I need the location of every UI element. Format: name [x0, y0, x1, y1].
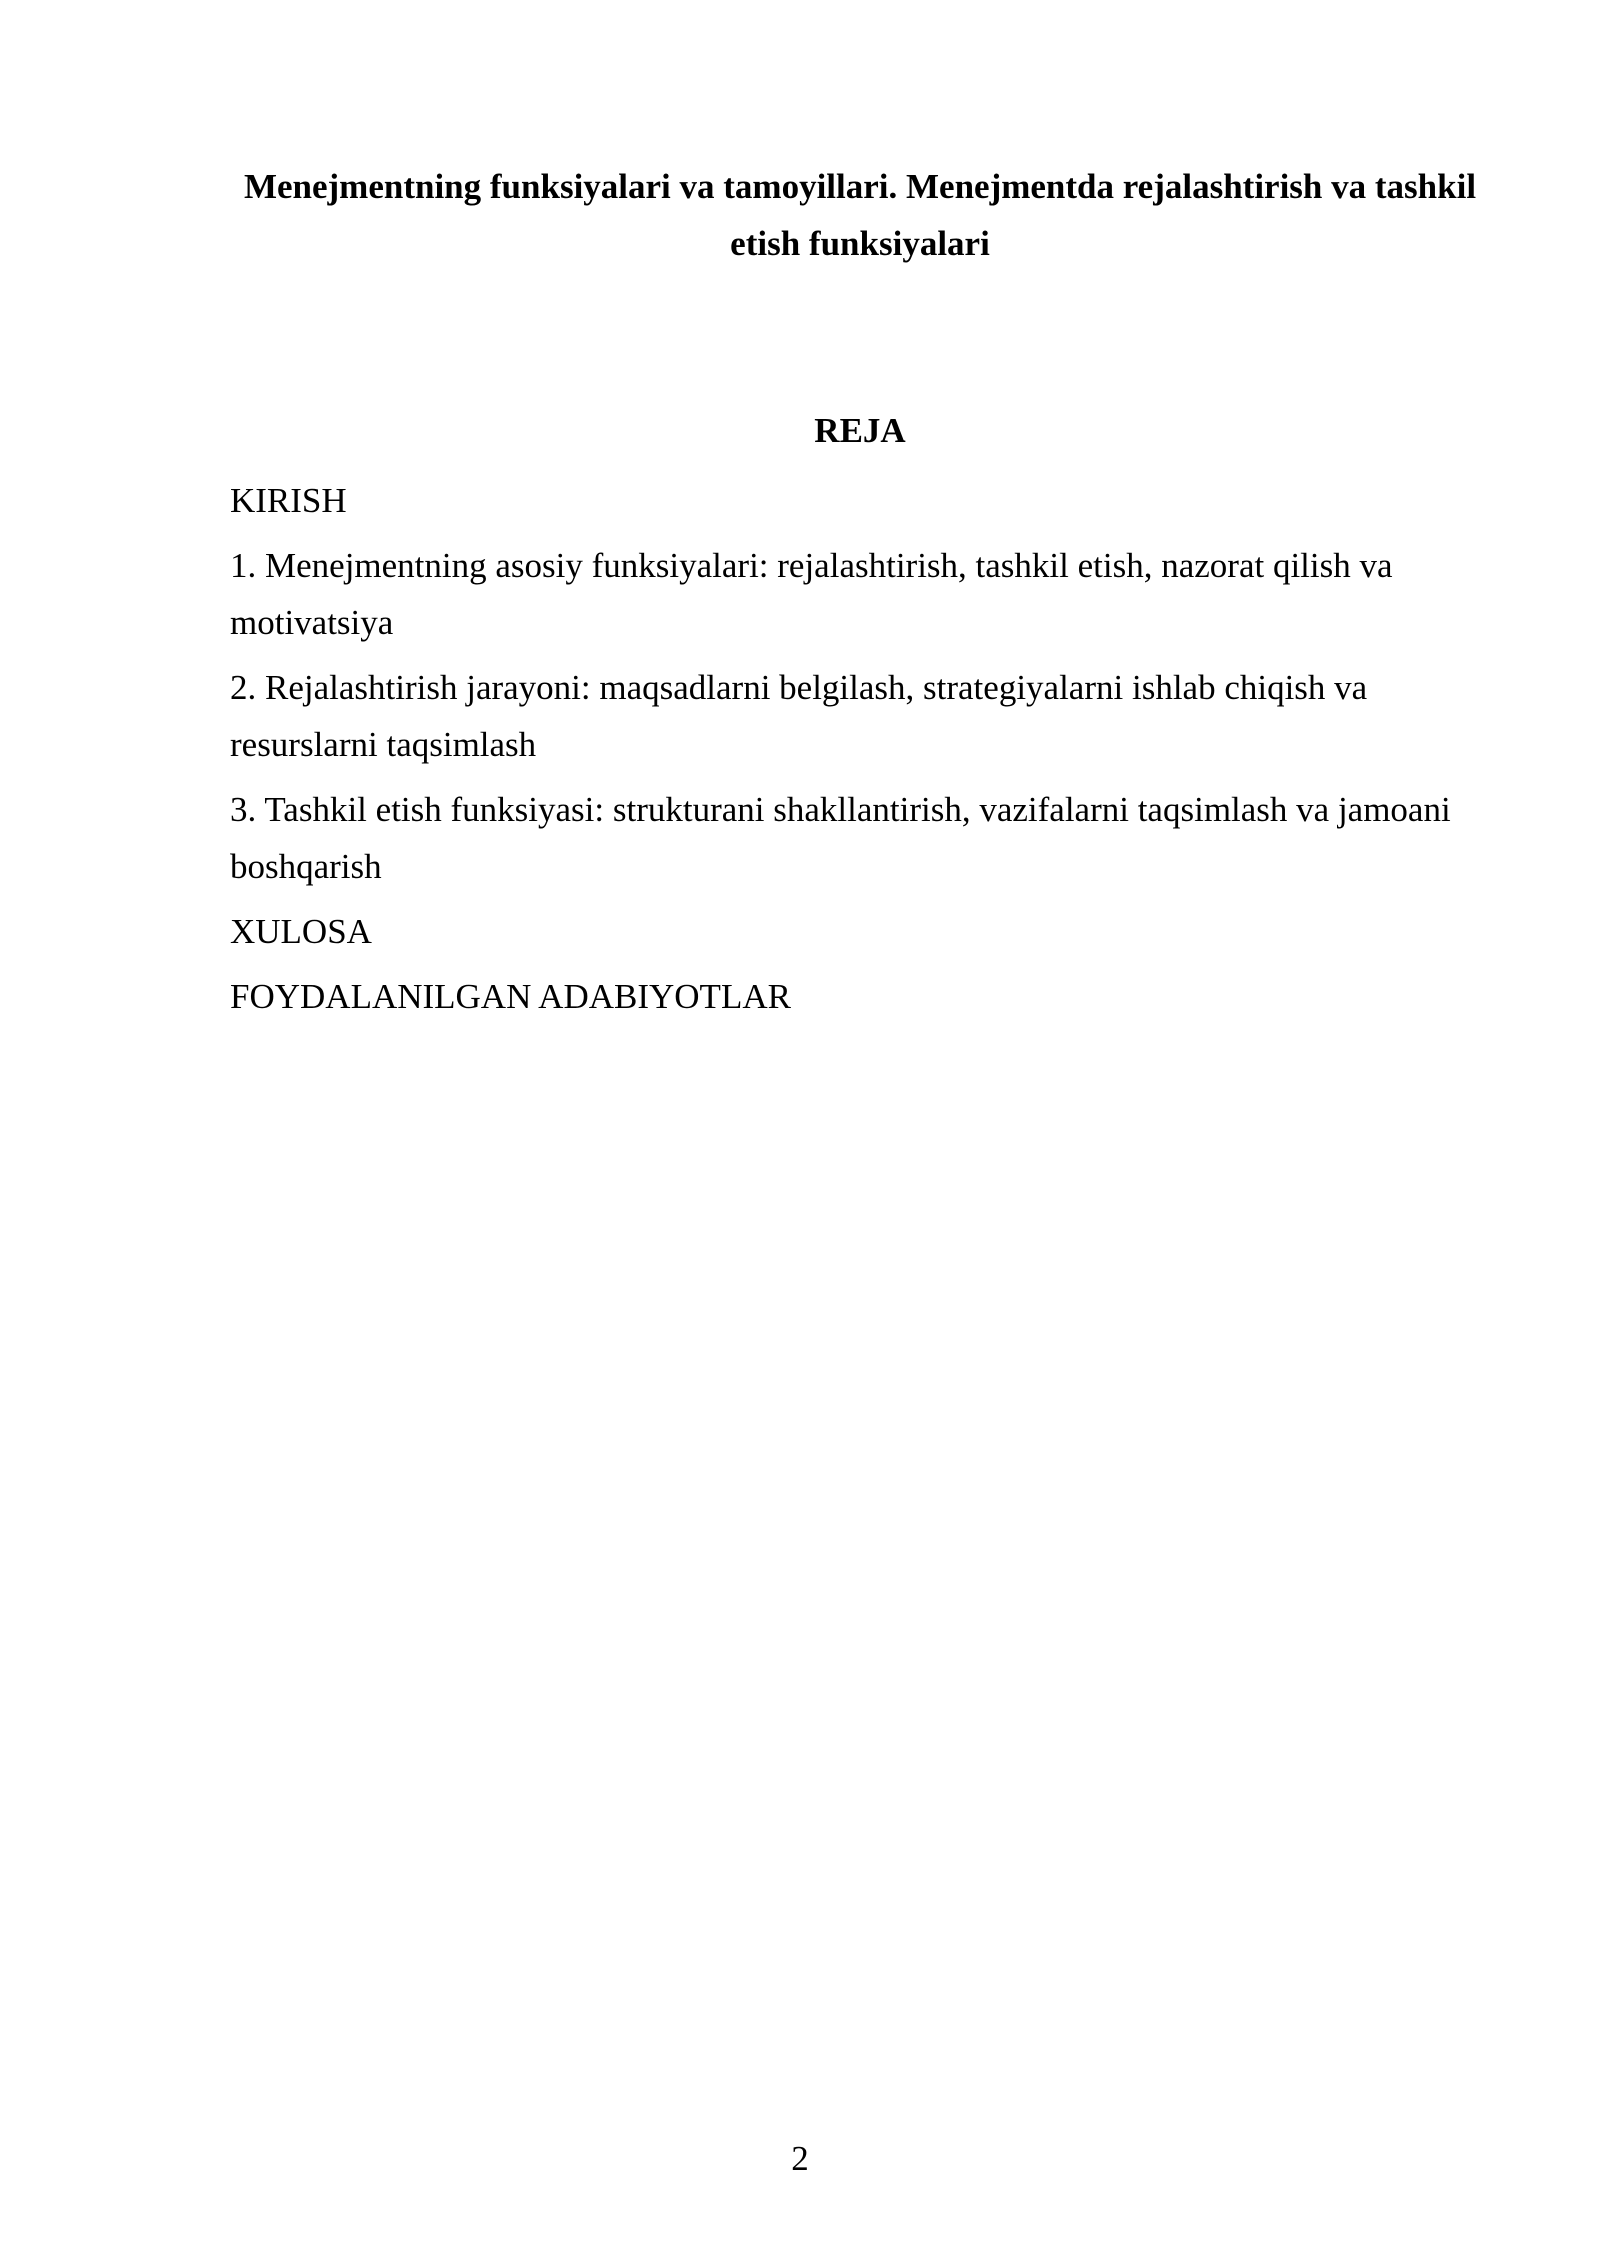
- plan-item-references: FOYDALANILGAN ADABIYOTLAR: [230, 977, 791, 1016]
- page-number: 2: [791, 2139, 809, 2178]
- plan-item-3: 3. Tashkil etish funksiyasi: strukturani shakllantirish, vazifalarni taqsimlash va jamoani boshqarish: [230, 790, 1451, 886]
- plan-heading: REJA: [814, 411, 906, 450]
- plan-item-2: 2. Rejalashtirish jarayoni: maqsadlarni belgilash, strategiyalarni ishlab chiqish va resurslarni taqsimlash: [230, 668, 1368, 764]
- plan-list: [230, 472, 1490, 1033]
- plan-item-introduction: KIRISH: [230, 481, 347, 520]
- document-title: Menejmentning funksiyalari va tamoyillari. Menejmentda rejalashtirish va tashkil etish funksiyalari: [243, 167, 1477, 263]
- plan-item-1: 1. Menejmentning asosiy funksiyalari: rejalashtirish, tashkil etish, nazorat qilish va motivatsiya: [230, 546, 1393, 642]
- plan-item-conclusion: XULOSA: [230, 912, 372, 951]
